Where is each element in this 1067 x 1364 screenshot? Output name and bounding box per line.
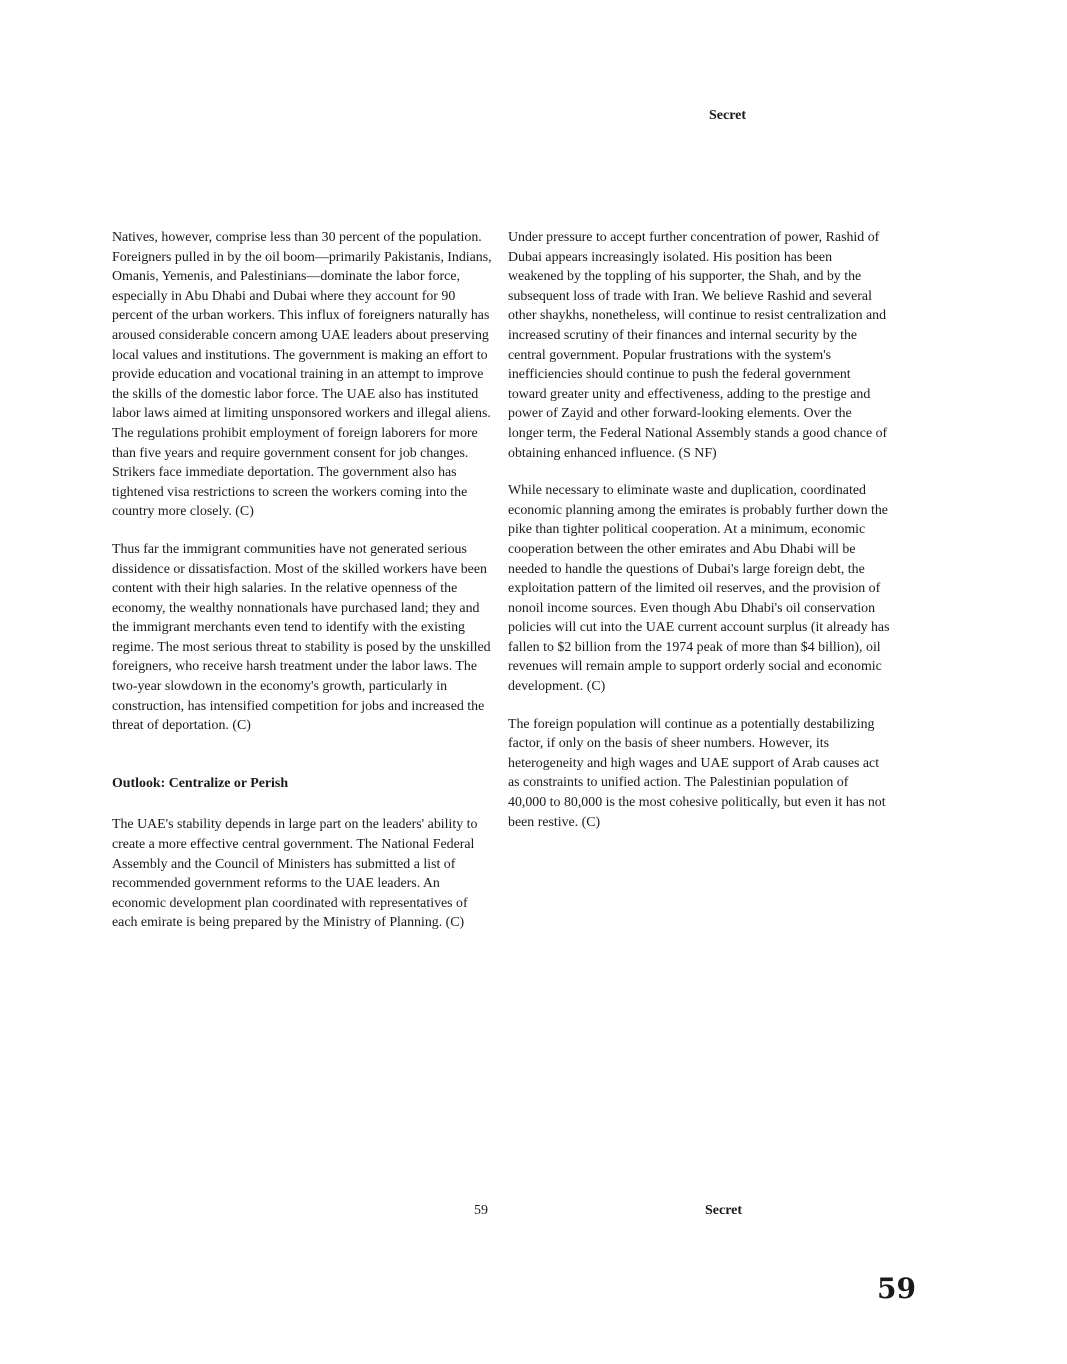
page-number: 59 [474,1203,488,1218]
right-column [508,228,890,832]
classification-footer: Secret [705,1203,743,1218]
left-column [112,228,494,933]
paragraph-natives: Natives, however, comprise less than 30 percent of the population. Foreigners pulled in by the oil boom—primarily Pakistanis, Indians, Omanis, Yemenis, and Palestinians—dominate the labor force, especially in Abu Dhabi and Dubai where they account for 90 percent of the urban workers. This influx of foreigners naturally has aroused considerable concern among UAE leaders about preserving local values and institutions. The government is making an effort to provide education and vocational training in an attempt to improve the skills of the domestic labor force. The UAE also has instituted labor laws aimed at limiting unsponsored workers and illegal aliens. The regulations prohibit employment of foreign laborers for more than five years and require government consent for job changes. Strikers face immediate deportation. The government also has tightened visa restrictions to screen the workers coming into the country more closely. (C) [112,230,492,520]
paragraph-immigrant-communities: Thus far the immigrant communities have not generated serious dissidence or dissatisfaction. Most of the skilled workers have been content with their high salaries. In the relative openness of the economy, the wealthy nonnationals have purchased land; they and the immigrant merchants even tend to identify with the existing regime. The most serious threat to stability is posed by the unskilled foreigners, who receive harsh treatment under the labor laws. The two-year slowdown in the economy's growth, particularly in construction, has intensified competition for jobs and increased the threat of deportation. (C) [112,541,491,734]
page-number-large: 59 [877,1272,916,1305]
paragraph-foreign-population: The foreign population will continue as a potentially destabilizing factor, if only on the basis of sheer numbers. However, its heterogeneity and high wages and UAE support of Arab causes act as constraints to unified action. The Palestinian population of 40,000 to 80,000 is the most cohesive politically, but even it has not been restive. (C) [508,716,886,830]
paragraph-economic-planning: While necessary to eliminate waste and duplication, coordinated economic planning among the emirates is probably further down the pike than tighter political cooperation. At a minimum, economic cooperation between the other emirates and Abu Dhabi will be needed to handle the questions of Dubai's large foreign debt, the exploitation pattern of the limited oil reserves, and the provision of nonoil income sources. Even though Abu Dhabi's oil conservation policies will cut into the UAE current account surplus (it already has fallen to $2 billion from the 1974 peak of more than $4 billion), oil revenues will remain ample to support orderly social and economic development. (C) [508,483,890,695]
paragraph-rashid: Under pressure to accept further concentration of power, Rashid of Dubai appears increasingly isolated. His position has been weakened by the toppling of his supporter, the Shah, and by the subsequent loss of trade with Iran. We believe Rashid and several other shaykhs, nonetheless, will continue to resist centralization and increased scrutiny of their finances and internal security by the central government. Popular frustrations with the system's inefficiencies should continue to push the federal government toward greater unity and effectiveness, adding to the prestige and power of Zayid and other forward-looking elements. Over the longer term, the Federal National Assembly stands a good chance of obtaining enhanced influence. (S NF) [508,230,888,461]
paragraph-uae-stability: The UAE's stability depends in large part on the leaders' ability to create a more effective central government. The National Federal Assembly and the Council of Ministers has submitted a list of recommended government reforms to the UAE leaders. An economic development plan coordinated with representatives of each emirate is being prepared by the Ministry of Planning. (C) [112,817,478,931]
section-heading-outlook: Outlook: Centralize or Perish [112,775,289,791]
classification-header: Secret [709,108,747,123]
